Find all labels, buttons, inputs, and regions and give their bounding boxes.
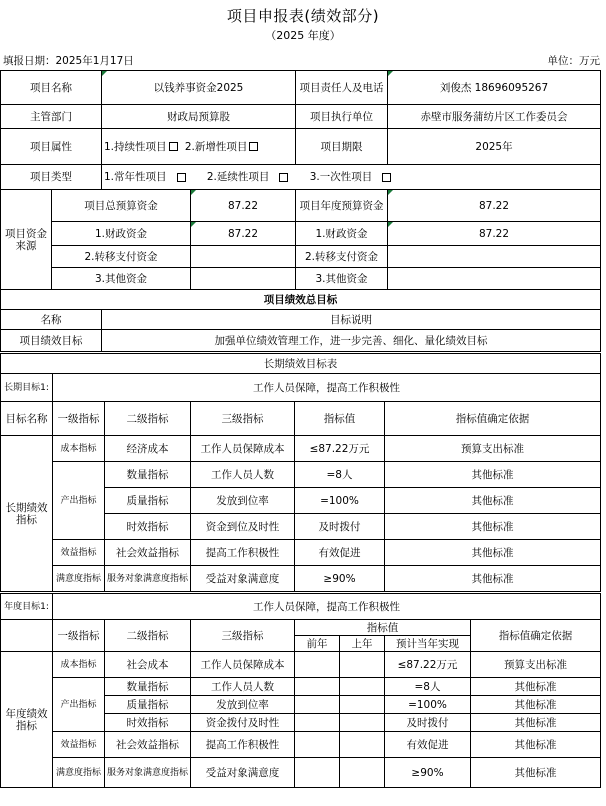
value-cell: =8人 bbox=[385, 678, 471, 696]
transfer-year-label: 2.转移支付资金 bbox=[296, 246, 388, 268]
level1-cell: 效益指标 bbox=[53, 540, 105, 566]
level1-cell: 满意度指标 bbox=[53, 566, 105, 592]
value-cell: ≤87.22万元 bbox=[385, 652, 471, 678]
basis-cell: 其他标准 bbox=[385, 540, 601, 566]
level1-cell: 满意度指标 bbox=[53, 758, 105, 788]
annual-goal-text: 工作人员保障，提高工作积极性 bbox=[53, 594, 601, 620]
prev-cell bbox=[295, 678, 340, 696]
level1-cell: 产出指标 bbox=[53, 678, 105, 732]
form-year: （2025 年度） bbox=[265, 29, 341, 42]
fin-funds-label: 1.财政资金 bbox=[52, 222, 191, 246]
value-cell: 及时拨付 bbox=[295, 514, 385, 540]
period-label: 项目期限 bbox=[296, 129, 388, 165]
value-cell: ≥90% bbox=[295, 566, 385, 592]
transfer-year-value bbox=[388, 246, 601, 268]
type-option-2: 2.延续性项目 bbox=[206, 171, 270, 183]
annual-goal-label: 年度目标1: bbox=[1, 594, 53, 620]
attr-label: 项目属性 bbox=[1, 129, 102, 165]
goal-row-desc: 加强单位绩效管理工作，进一步完善、细化、量化绩效目标 bbox=[102, 330, 601, 352]
basis-cell: 预算支出标准 bbox=[471, 652, 601, 678]
project-info-table bbox=[0, 70, 601, 190]
fin-year-value: 87.22 bbox=[388, 222, 601, 246]
other-year-value bbox=[388, 268, 601, 290]
checkbox-icon bbox=[249, 142, 258, 151]
year-budget-value: 87.22 bbox=[388, 190, 601, 222]
level1-cell: 产出指标 bbox=[53, 462, 105, 540]
level1-cell: 成本指标 bbox=[53, 436, 105, 462]
checkbox-icon bbox=[279, 173, 288, 182]
basis-cell: 其他标准 bbox=[471, 714, 601, 732]
col-level1: 一级指标 bbox=[53, 620, 105, 652]
col-level1: 一级指标 bbox=[53, 402, 105, 436]
level2-cell: 经济成本 bbox=[105, 436, 191, 462]
annual-table bbox=[0, 593, 601, 788]
longterm-section-label: 长期绩效指标 bbox=[1, 436, 53, 592]
longterm-heading: 长期绩效目标表 bbox=[1, 354, 601, 374]
last-cell bbox=[340, 678, 385, 696]
prev-cell bbox=[295, 652, 340, 678]
col-level3: 三级指标 bbox=[191, 402, 295, 436]
goal-heading: 项目绩效总目标 bbox=[1, 290, 601, 310]
col-last-year: 上年 bbox=[340, 636, 385, 652]
level2-cell: 时效指标 bbox=[105, 714, 191, 732]
col-basis: 指标值确定依据 bbox=[471, 620, 601, 652]
attr-options bbox=[102, 129, 296, 165]
project-name-value: 以钱养事资金2025 bbox=[102, 71, 296, 105]
goal-row-label: 项目绩效目标 bbox=[1, 330, 102, 352]
value-cell: 有效促进 bbox=[385, 732, 471, 758]
basis-cell: 其他标准 bbox=[471, 758, 601, 788]
level2-cell: 时效指标 bbox=[105, 514, 191, 540]
last-cell bbox=[340, 732, 385, 758]
project-name-label: 项目名称 bbox=[1, 71, 102, 105]
level2-cell: 数量指标 bbox=[105, 678, 191, 696]
funds-section-label: 项目资金来源 bbox=[1, 190, 52, 290]
annual-section-label: 年度绩效指标 bbox=[1, 652, 53, 788]
level3-cell: 工作人员保障成本 bbox=[191, 436, 295, 462]
level2-cell: 服务对象满意度指标 bbox=[105, 566, 191, 592]
longterm-goal-text: 工作人员保障，提高工作积极性 bbox=[53, 374, 601, 402]
col-level2: 二级指标 bbox=[105, 620, 191, 652]
year-budget-label: 项目年度预算资金 bbox=[296, 190, 388, 222]
value-cell: =100% bbox=[295, 488, 385, 514]
level3-cell: 提高工作积极性 bbox=[191, 732, 295, 758]
col-level3: 三级指标 bbox=[191, 620, 295, 652]
basis-cell: 预算支出标准 bbox=[385, 436, 601, 462]
level3-cell: 工作人员人数 bbox=[191, 678, 295, 696]
col-basis: 指标值确定依据 bbox=[385, 402, 601, 436]
prev-cell bbox=[295, 732, 340, 758]
prev-cell bbox=[295, 696, 340, 714]
funds-table bbox=[0, 189, 601, 290]
type-label: 项目类型 bbox=[1, 165, 102, 190]
attr-option-1: 1.持续性项目 bbox=[104, 140, 167, 153]
value-cell: =8人 bbox=[295, 462, 385, 488]
owner-value: 刘俊杰 18696095267 bbox=[388, 71, 601, 105]
attr-option-2: 2.新增性项目 bbox=[184, 140, 248, 153]
form-title: 项目申报表(绩效部分) bbox=[226, 7, 380, 25]
goal-name-label: 名称 bbox=[1, 310, 102, 330]
level2-cell: 社会效益指标 bbox=[105, 540, 191, 566]
goal-table bbox=[0, 289, 601, 352]
exec-label: 项目执行单位 bbox=[296, 105, 388, 129]
level3-cell: 发放到位率 bbox=[191, 696, 295, 714]
value-cell: ≤87.22万元 bbox=[295, 436, 385, 462]
longterm-table bbox=[0, 353, 601, 592]
level2-cell: 社会成本 bbox=[105, 652, 191, 678]
fin-funds-value: 87.22 bbox=[191, 222, 296, 246]
level2-cell: 数量指标 bbox=[105, 462, 191, 488]
col-expected: 预计当年实现 bbox=[385, 636, 471, 652]
annual-goal-name-cell bbox=[1, 620, 53, 652]
level3-cell: 提高工作积极性 bbox=[191, 540, 295, 566]
transfer-label: 2.转移支付资金 bbox=[52, 246, 191, 268]
level3-cell: 受益对象满意度 bbox=[191, 566, 295, 592]
basis-cell: 其他标准 bbox=[471, 732, 601, 758]
fin-year-label: 1.财政资金 bbox=[296, 222, 388, 246]
type-options bbox=[102, 165, 601, 190]
unit-label: 单位：万元 bbox=[547, 55, 600, 67]
col-goal-name: 目标名称 bbox=[1, 402, 53, 436]
fill-date: 填报日期：2025年1月17日 bbox=[3, 55, 134, 67]
value-cell: 有效促进 bbox=[295, 540, 385, 566]
checkbox-icon bbox=[382, 173, 391, 182]
other-value bbox=[191, 268, 296, 290]
level2-cell: 服务对象满意度指标 bbox=[105, 758, 191, 788]
other-year-label: 3.其他资金 bbox=[296, 268, 388, 290]
owner-label: 项目责任人及电话 bbox=[296, 71, 388, 105]
level2-cell: 质量指标 bbox=[105, 488, 191, 514]
col-level2: 二级指标 bbox=[105, 402, 191, 436]
type-option-3: 3.一次性项目 bbox=[309, 171, 373, 183]
basis-cell: 其他标准 bbox=[471, 696, 601, 714]
level2-cell: 社会效益指标 bbox=[105, 732, 191, 758]
level3-cell: 受益对象满意度 bbox=[191, 758, 295, 788]
basis-cell: 其他标准 bbox=[471, 678, 601, 696]
level1-cell: 效益指标 bbox=[53, 732, 105, 758]
level3-cell: 资金拨付及时性 bbox=[191, 714, 295, 732]
basis-cell: 其他标准 bbox=[385, 488, 601, 514]
last-cell bbox=[340, 652, 385, 678]
dept-value: 财政局预算股 bbox=[102, 105, 296, 129]
dept-label: 主管部门 bbox=[1, 105, 102, 129]
level3-cell: 发放到位率 bbox=[191, 488, 295, 514]
last-cell bbox=[340, 758, 385, 788]
col-prev-year: 前年 bbox=[295, 636, 340, 652]
basis-cell: 其他标准 bbox=[385, 514, 601, 540]
total-budget-value: 87.22 bbox=[191, 190, 296, 222]
checkbox-icon bbox=[169, 142, 178, 151]
level3-cell: 工作人员保障成本 bbox=[191, 652, 295, 678]
level1-cell: 成本指标 bbox=[53, 652, 105, 678]
value-cell: =100% bbox=[385, 696, 471, 714]
prev-cell bbox=[295, 758, 340, 788]
level2-cell: 质量指标 bbox=[105, 696, 191, 714]
type-option-1: 1.常年性项目 bbox=[104, 171, 167, 183]
level3-cell: 资金到位及时性 bbox=[191, 514, 295, 540]
goal-desc-label: 目标说明 bbox=[102, 310, 601, 330]
basis-cell: 其他标准 bbox=[385, 566, 601, 592]
prev-cell bbox=[295, 714, 340, 732]
longterm-goal-label: 长期目标1: bbox=[1, 374, 53, 402]
period-value: 2025年 bbox=[388, 129, 601, 165]
level3-cell: 工作人员人数 bbox=[191, 462, 295, 488]
other-label: 3.其他资金 bbox=[52, 268, 191, 290]
col-value: 指标值 bbox=[295, 402, 385, 436]
checkbox-icon bbox=[177, 173, 186, 182]
basis-cell: 其他标准 bbox=[385, 462, 601, 488]
exec-value: 赤壁市服务蒲纺片区工作委员会 bbox=[388, 105, 601, 129]
transfer-value bbox=[191, 246, 296, 268]
last-cell bbox=[340, 714, 385, 732]
total-budget-label: 项目总预算资金 bbox=[52, 190, 191, 222]
value-cell: ≥90% bbox=[385, 758, 471, 788]
last-cell bbox=[340, 696, 385, 714]
col-value: 指标值 bbox=[295, 620, 471, 636]
value-cell: 及时拨付 bbox=[385, 714, 471, 732]
